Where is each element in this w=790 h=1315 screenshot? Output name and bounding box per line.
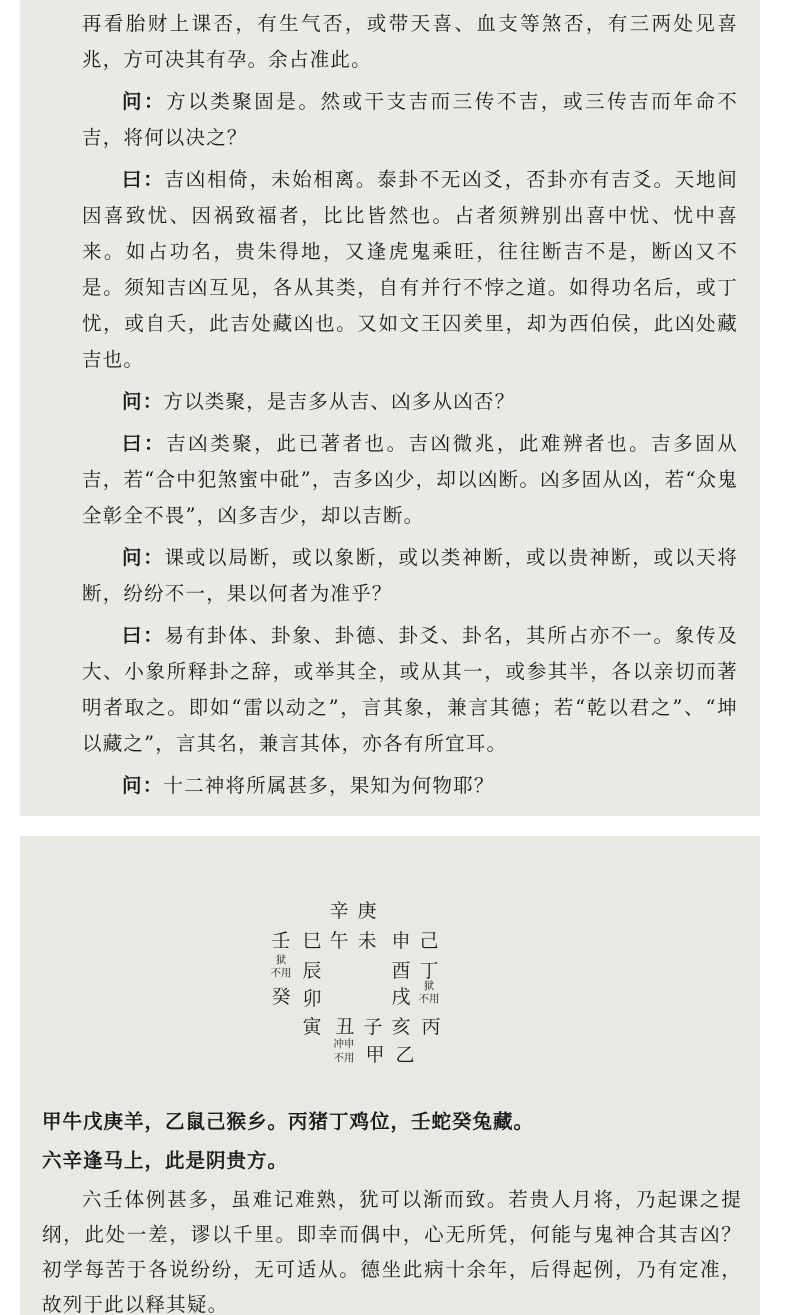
chart-char: 卯: [302, 988, 322, 1010]
chart-char: 丑: [335, 1016, 355, 1038]
verse-line-2: 六辛逢马上，此是阴贵方。: [42, 1149, 289, 1172]
chart-char: 乙: [395, 1044, 415, 1066]
chart-char: 丙: [421, 1016, 441, 1038]
explanation-paragraph: 六壬体例甚多，虽难记难熟，犹可以渐而致。若贵人月将，乃起课之提纲，此处一差，谬以千里。即幸而偶中，心无所凭，何能与鬼神合其吉凶？初学每苦于各说纷纷，无可适从。德坐此病十余年，后得起例，乃有定准，故列于此以释其疑。: [42, 1188, 742, 1315]
noble-chart: [20, 836, 760, 1086]
chart-char: 辛: [329, 900, 349, 922]
speaker-question: 问：: [122, 390, 164, 413]
chart-char: 未: [357, 930, 377, 952]
chart-note: 狱: [275, 954, 287, 966]
paragraph-4: 曰：吉凶类聚，此已著者也。吉凶微兆，此难辨者也。吉多固从吉，若“合中犯煞蜜中砒”，吉多凶少，却以凶断。凶多固从凶，若“众鬼全彰全不畏”，凶多吉少，却以吉断。: [82, 432, 739, 527]
speaker-answer: 曰：: [122, 168, 165, 191]
paragraph-0: 再看胎财上课否，有生气否，或带天喜、血支等煞否，有三两处见喜兆，方可决其有孕。余占准此。: [82, 12, 738, 71]
chart-char: 辰: [302, 960, 322, 982]
paragraph-1: 问：方以类聚固是。然或干支吉而三传不吉，或三传吉而年命不吉，将何以决之？: [82, 90, 739, 149]
paragraph-3: 问：方以类聚，是吉多从吉、凶多从凶否？: [122, 390, 516, 413]
speaker-question: 问：: [122, 90, 167, 113]
speaker-question: 问：: [122, 774, 164, 797]
speaker-question: 问：: [122, 546, 165, 569]
chart-note: 冲申: [333, 1038, 355, 1050]
chart-note: 不用: [418, 993, 440, 1005]
chart-note: 不用: [270, 967, 292, 979]
chart-char: 午: [329, 930, 349, 952]
chart-note: 不用: [333, 1052, 355, 1064]
speaker-answer: 曰：: [122, 432, 167, 455]
top-book-page: [20, 0, 760, 816]
paragraph-5: 问：课或以局断，或以象断，或以类神断，或以贵神断，或以天将断，纷纷不一，果以何者为准乎？: [82, 546, 738, 605]
chart-char: 甲: [365, 1044, 385, 1066]
chart-char: 酉: [391, 960, 411, 982]
chart-char: 丁: [419, 960, 439, 982]
chart-char: 巳: [302, 930, 322, 952]
bottom-book-page: [20, 836, 760, 1315]
chart-char: 亥: [391, 1016, 411, 1038]
chart-char: 寅: [302, 1016, 322, 1038]
chart-char: 壬: [271, 930, 291, 952]
chart-char: 己: [419, 930, 439, 952]
bottom-text: [42, 1104, 742, 1315]
verse-line-1: 甲牛戊庚羊，乙鼠己猴乡。丙猪丁鸡位，壬蛇癸兔藏。: [42, 1110, 535, 1133]
paragraph-8: [82, 810, 738, 816]
chart-char: 戌: [391, 986, 411, 1008]
chart-char: 申: [391, 930, 411, 952]
chart-char: 庚: [357, 900, 377, 922]
speaker-answer: 曰：: [122, 624, 165, 647]
paragraph-2: 曰：吉凶相倚，未始相离。泰卦不无凶爻，否卦亦有吉爻。天地间因喜致忧、因祸致福者，比比皆然也。占者须辨别出喜中忧、忧中喜来。如占功名，贵朱得地，又逢虎鬼乘旺，往往断吉不是，断凶又不是。须知吉凶互见，各从其类，自有并行不悖之道。如得功名后，或丁忧，或自夭，此吉处藏凶也。又如文王囚羑里，却为西伯侯，此凶处藏吉也。: [82, 168, 738, 371]
chart-char: 癸: [271, 986, 291, 1008]
paragraph-6: 曰：易有卦体、卦象、卦德、卦爻、卦名，其所占亦不一。象传及大、小象所释卦之辞，或举其全，或从其一，或参其半，各以亲切而著明者取之。即如“雷以动之”，言其象，兼言其德；若“乾以君之”、“坤以藏之”，言其名，兼言其体，亦各有所宜耳。: [82, 624, 738, 755]
chart-note: 狱: [423, 980, 435, 992]
paragraph-7: 问：十二神将所属甚多，果知为何物耶？: [122, 774, 495, 797]
chart-char: 子: [363, 1016, 383, 1038]
